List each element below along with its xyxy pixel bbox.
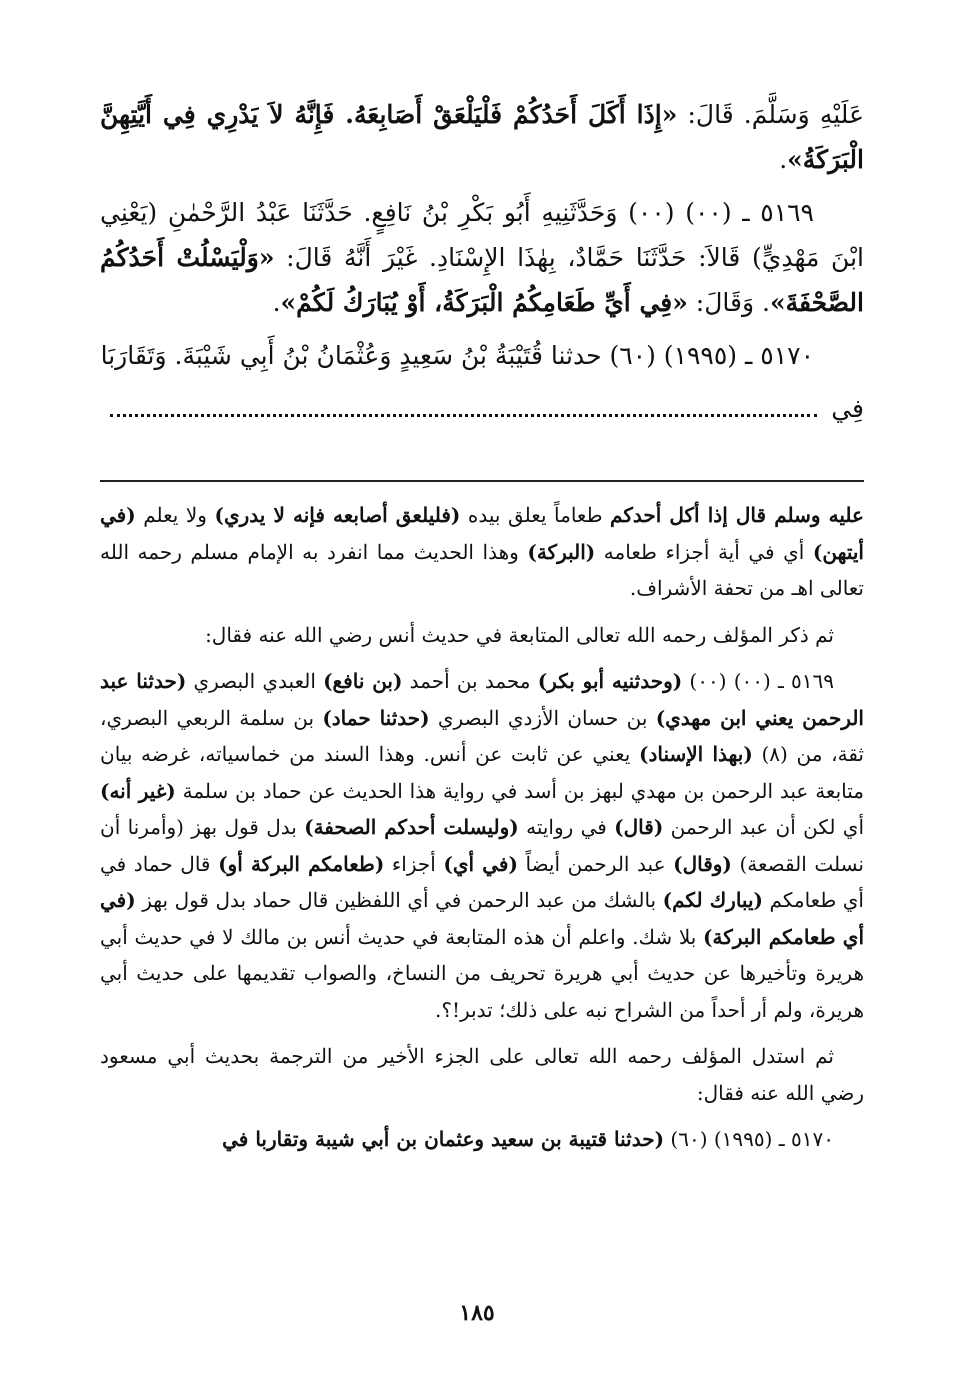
hadith-paragraph-2 xyxy=(100,190,864,325)
commentary-run: أي لكن أن عبد الرحمن xyxy=(663,815,865,839)
hadith-text-run: . وَقَالَ: xyxy=(687,288,770,317)
commentary-run: عبد الرحمن أيضاً xyxy=(517,851,674,876)
commentary-bold: (غير أنه) xyxy=(100,778,176,803)
commentary-paragraph-4 xyxy=(100,1038,864,1111)
commentary-bold: (وليسلت أحدكم الصحفة) xyxy=(304,815,519,839)
commentary-bold: (في أيتهن) xyxy=(100,503,864,564)
commentary-bold: (طعامكم البركة أو) xyxy=(218,851,385,876)
commentary-paragraph-1 xyxy=(100,497,864,607)
commentary-bold: (البركة) xyxy=(527,539,596,564)
commentary-run: بن حسان الأزدي البصري xyxy=(429,705,656,730)
commentary-bold: (حدثنا قتيبة بن سعيد وعثمان بن أبي شيبة وتقاربا في xyxy=(222,1127,665,1151)
commentary-paragraph-3 xyxy=(100,663,864,1028)
commentary-bold: (وحدثنيه أبو بكر) xyxy=(537,669,683,693)
hadith-quote: «وَلْيَسْلُتْ أَحَدُكُمُ الصَّحْفَةَ» xyxy=(100,243,864,317)
commentary-bold: (بهذا الإسناد) xyxy=(639,742,753,766)
hadith-quote: «فِي أَيِّ طَعَامِكُمُ الْبَرَكَةُ، أَوْ يُبَارَكُ لَكُمْ» xyxy=(280,288,688,317)
separator-rule xyxy=(100,480,864,482)
commentary-run: قال حماد في أي طعامكم xyxy=(100,851,864,912)
commentary-run: ولا يعلم xyxy=(135,503,215,527)
commentary-bold: (بن نافع) xyxy=(323,669,403,693)
commentary-bold: عليه وسلم قال إذا أكل أحدكم xyxy=(610,503,864,527)
commentary-run: طعاماً يعلق بيده xyxy=(460,503,611,527)
hadith-text-run: ٥١٧٠ ـ (١٩٩٥) (٦٠) حدثنا قُتَيْبَةُ بْنُ سَعِيدٍ وَعُثْمَانُ بْنُ أَبِي شَيْبَةَ. وَتَقَارَبَا xyxy=(100,341,814,370)
hadith-text xyxy=(100,92,864,431)
commentary-bold: (في أي) xyxy=(443,851,518,876)
commentary-run: بالشك من عبد الرحمن في أي اللفظين قال حماد بدل قول بهز xyxy=(135,888,663,912)
commentary-run: في روايته xyxy=(518,815,615,839)
hadith-quote: «إِذَا أَكَلَ أَحَدُكُمْ فَلْيَلْعَقْ أَصَابِعَهُ. فَإِنَّهُ لاَ يَدْرِي فِي أَيَّتِهِنَّ الْبَرَكَةُ» xyxy=(100,100,864,174)
commentary-bold: (حدثنا حماد) xyxy=(322,705,430,730)
commentary-run: بلا شك. واعلم أن هذه المتابعة في حديث أنس بن مالك لا في حديث أبي هريرة وتأخيرها عن حديث أبي هريرة تحريف من النساخ، والصواب تقديمها على حديث أبي هريرة، ولم أر أحداً من الشراح نبه على ذلك؛ تدبر!؟. xyxy=(100,924,864,1022)
dotted-leader xyxy=(110,414,817,417)
hadith-text-run: عَلَيْهِ وَسَلَّمَ. قَالَ: xyxy=(677,100,864,129)
continuation-line xyxy=(100,386,864,431)
commentary-run: ثم استدل المؤلف رحمه الله تعالى على الجزء الأخير من الترجمة بحديث أبي مسعود رضي الله عنه فقال: xyxy=(100,1044,864,1105)
commentary-bold: (في أي طعامكم البركة) xyxy=(100,888,865,949)
commentary-run: محمد بن أحمد xyxy=(402,669,538,693)
hadith-paragraph-3 xyxy=(100,333,864,378)
commentary-bold: (وقال) xyxy=(673,851,732,876)
commentary-text xyxy=(100,497,864,1168)
commentary-run: العبدي البصري xyxy=(186,669,324,693)
commentary-bold: (يبارك لكم) xyxy=(662,888,763,912)
commentary-run: ٥١٦٩ ـ (٠٠) (٠٠) xyxy=(682,669,835,693)
commentary-run: بن سلمة الربعي البصري، ثقة، من (٨) xyxy=(100,705,865,766)
commentary-bold: (حدثنا عبد الرحمن يعني ابن مهدي) xyxy=(100,669,864,730)
commentary-run: يعني عن ثابت عن أنس. وهذا السند من خماسياته، غرضه بيان متابعة عبد الرحمن بن مهدي لبهز بن أسد في رواية هذا الحديث عن حماد بن سلمة xyxy=(100,742,864,803)
hadith-text-run: فِي xyxy=(831,394,864,423)
hadith-text-run: ٥١٦٩ ـ (٠٠) (٠٠) وَحَدَّثَنِيهِ أَبُو بَكْرِ بْنُ نَافِعٍ. حَدَّثَنَا عَبْدُ الرَّحْمٰنِ (يَعْنِي ابْنَ مَهْدِيٍّ) قَالاَ: حَدَّثَنَا حَمَّادٌ، بِهٰذَا الإِسْنَادِ. غَيْرَ أَنَّهُ قَالَ: xyxy=(100,198,864,272)
hadith-paragraph-1 xyxy=(100,92,864,182)
commentary-bold: (فليلعق أصابعه فإنه لا يدري) xyxy=(214,503,461,527)
commentary-run: ٥١٧٠ ـ (١٩٩٥) (٦٠) xyxy=(664,1127,834,1151)
commentary-run: بدل قول بهز (وأمرنا أن نسلت القصعة) xyxy=(100,815,864,876)
commentary-bold: (قال) xyxy=(614,815,664,839)
hadith-text-run: . xyxy=(272,288,281,317)
page-number: ١٨٥ xyxy=(459,1300,495,1326)
commentary-run: وهذا الحديث مما انفرد به الإمام مسلم رحمه الله تعالى اهـ من تحفة الأشراف. xyxy=(100,539,864,600)
commentary-run: أجزاء xyxy=(384,851,444,876)
commentary-paragraph-5 xyxy=(100,1121,864,1158)
commentary-run: ثم ذكر المؤلف رحمه الله تعالى المتابعة في حديث أنس رضي الله عنه فقال: xyxy=(205,622,834,647)
hadith-text-run: . xyxy=(779,145,788,174)
commentary-run: أي في أية أجزاء طعامه xyxy=(595,539,813,564)
commentary-paragraph-2 xyxy=(100,617,864,654)
